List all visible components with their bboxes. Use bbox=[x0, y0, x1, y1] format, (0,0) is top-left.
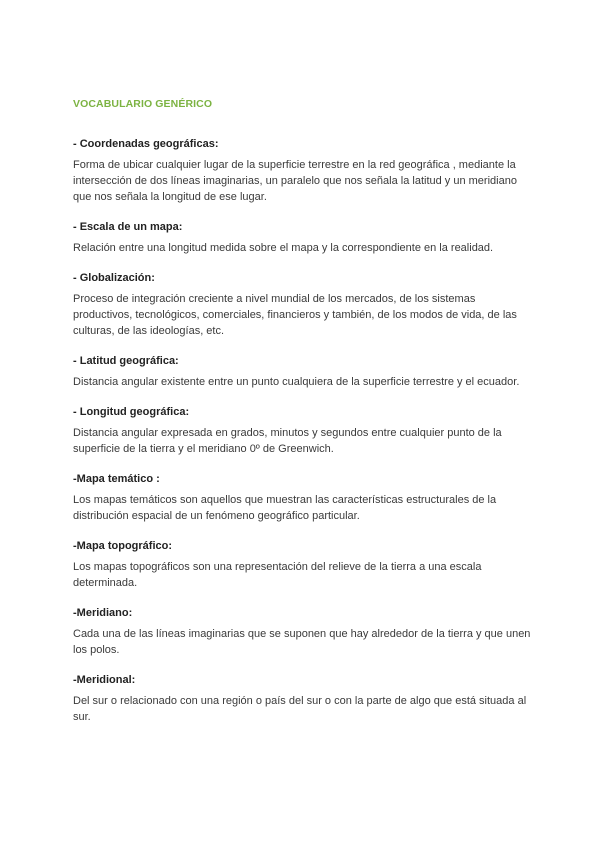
glossary-term: - Escala de un mapa: bbox=[73, 221, 183, 233]
glossary-term: -Meridiano: bbox=[73, 607, 133, 619]
glossary-entry-mapa-tematico bbox=[73, 472, 536, 524]
glossary-term: -Mapa topográfico: bbox=[73, 540, 172, 552]
glossary-entry-coordenadas bbox=[73, 137, 536, 205]
glossary-term: -Mapa temático : bbox=[73, 473, 160, 485]
glossary-entry-escala bbox=[73, 220, 536, 256]
glossary-definition: Forma de ubicar cualquier lugar de la superficie terrestre en la red geográfica , mediante la intersección de dos líneas imaginarias, un paralelo que nos señala la latitud y un meridiano que nos señala la longitud de ese lugar. bbox=[73, 159, 517, 203]
glossary-definition: Proceso de integración creciente a nivel mundial de los mercados, de los sistemas productivos, tecnológicos, comerciales, financieros y también, de los modos de vida, de las culturas, de las ideologías, etc. bbox=[73, 293, 517, 337]
glossary-entry-globalizacion bbox=[73, 271, 536, 339]
glossary-definition: Del sur o relacionado con una región o país del sur o con la parte de algo que está situada al sur. bbox=[73, 695, 527, 723]
glossary-definition: Los mapas topográficos son una representación del relieve de la tierra a una escala determinada. bbox=[73, 561, 482, 589]
glossary-term: -Meridional: bbox=[73, 674, 136, 686]
glossary-term: - Globalización: bbox=[73, 272, 155, 284]
glossary-definition: Relación entre una longitud medida sobre el mapa y la correspondiente en la realidad. bbox=[73, 242, 494, 254]
glossary-entry-meridional bbox=[73, 673, 536, 725]
glossary-term: - Coordenadas geográficas: bbox=[73, 138, 219, 150]
glossary-definition: Distancia angular expresada en grados, minutos y segundos entre cualquier punto de la superficie de la tierra y el meridiano 0º de Greenwich. bbox=[73, 427, 502, 455]
glossary-term: - Latitud geográfica: bbox=[73, 355, 179, 367]
glossary-entry-longitud bbox=[73, 405, 536, 457]
glossary-term: - Longitud geográfica: bbox=[73, 406, 190, 418]
glossary-entry-mapa-topografico bbox=[73, 539, 536, 591]
glossary-entry-meridiano bbox=[73, 606, 536, 658]
glossary-definition: Los mapas temáticos son aquellos que muestran las características estructurales de la distribución espacial de un fenómeno geográfico particular. bbox=[73, 494, 497, 522]
page-title: VOCABULARIO GENÉRICO bbox=[73, 98, 213, 110]
glossary-definition: Distancia angular existente entre un punto cualquiera de la superficie terrestre y el ecuador. bbox=[73, 376, 520, 388]
glossary-entry-latitud bbox=[73, 354, 536, 390]
glossary-definition: Cada una de las líneas imaginarias que se suponen que hay alrededor de la tierra y que unen los polos. bbox=[73, 628, 531, 656]
